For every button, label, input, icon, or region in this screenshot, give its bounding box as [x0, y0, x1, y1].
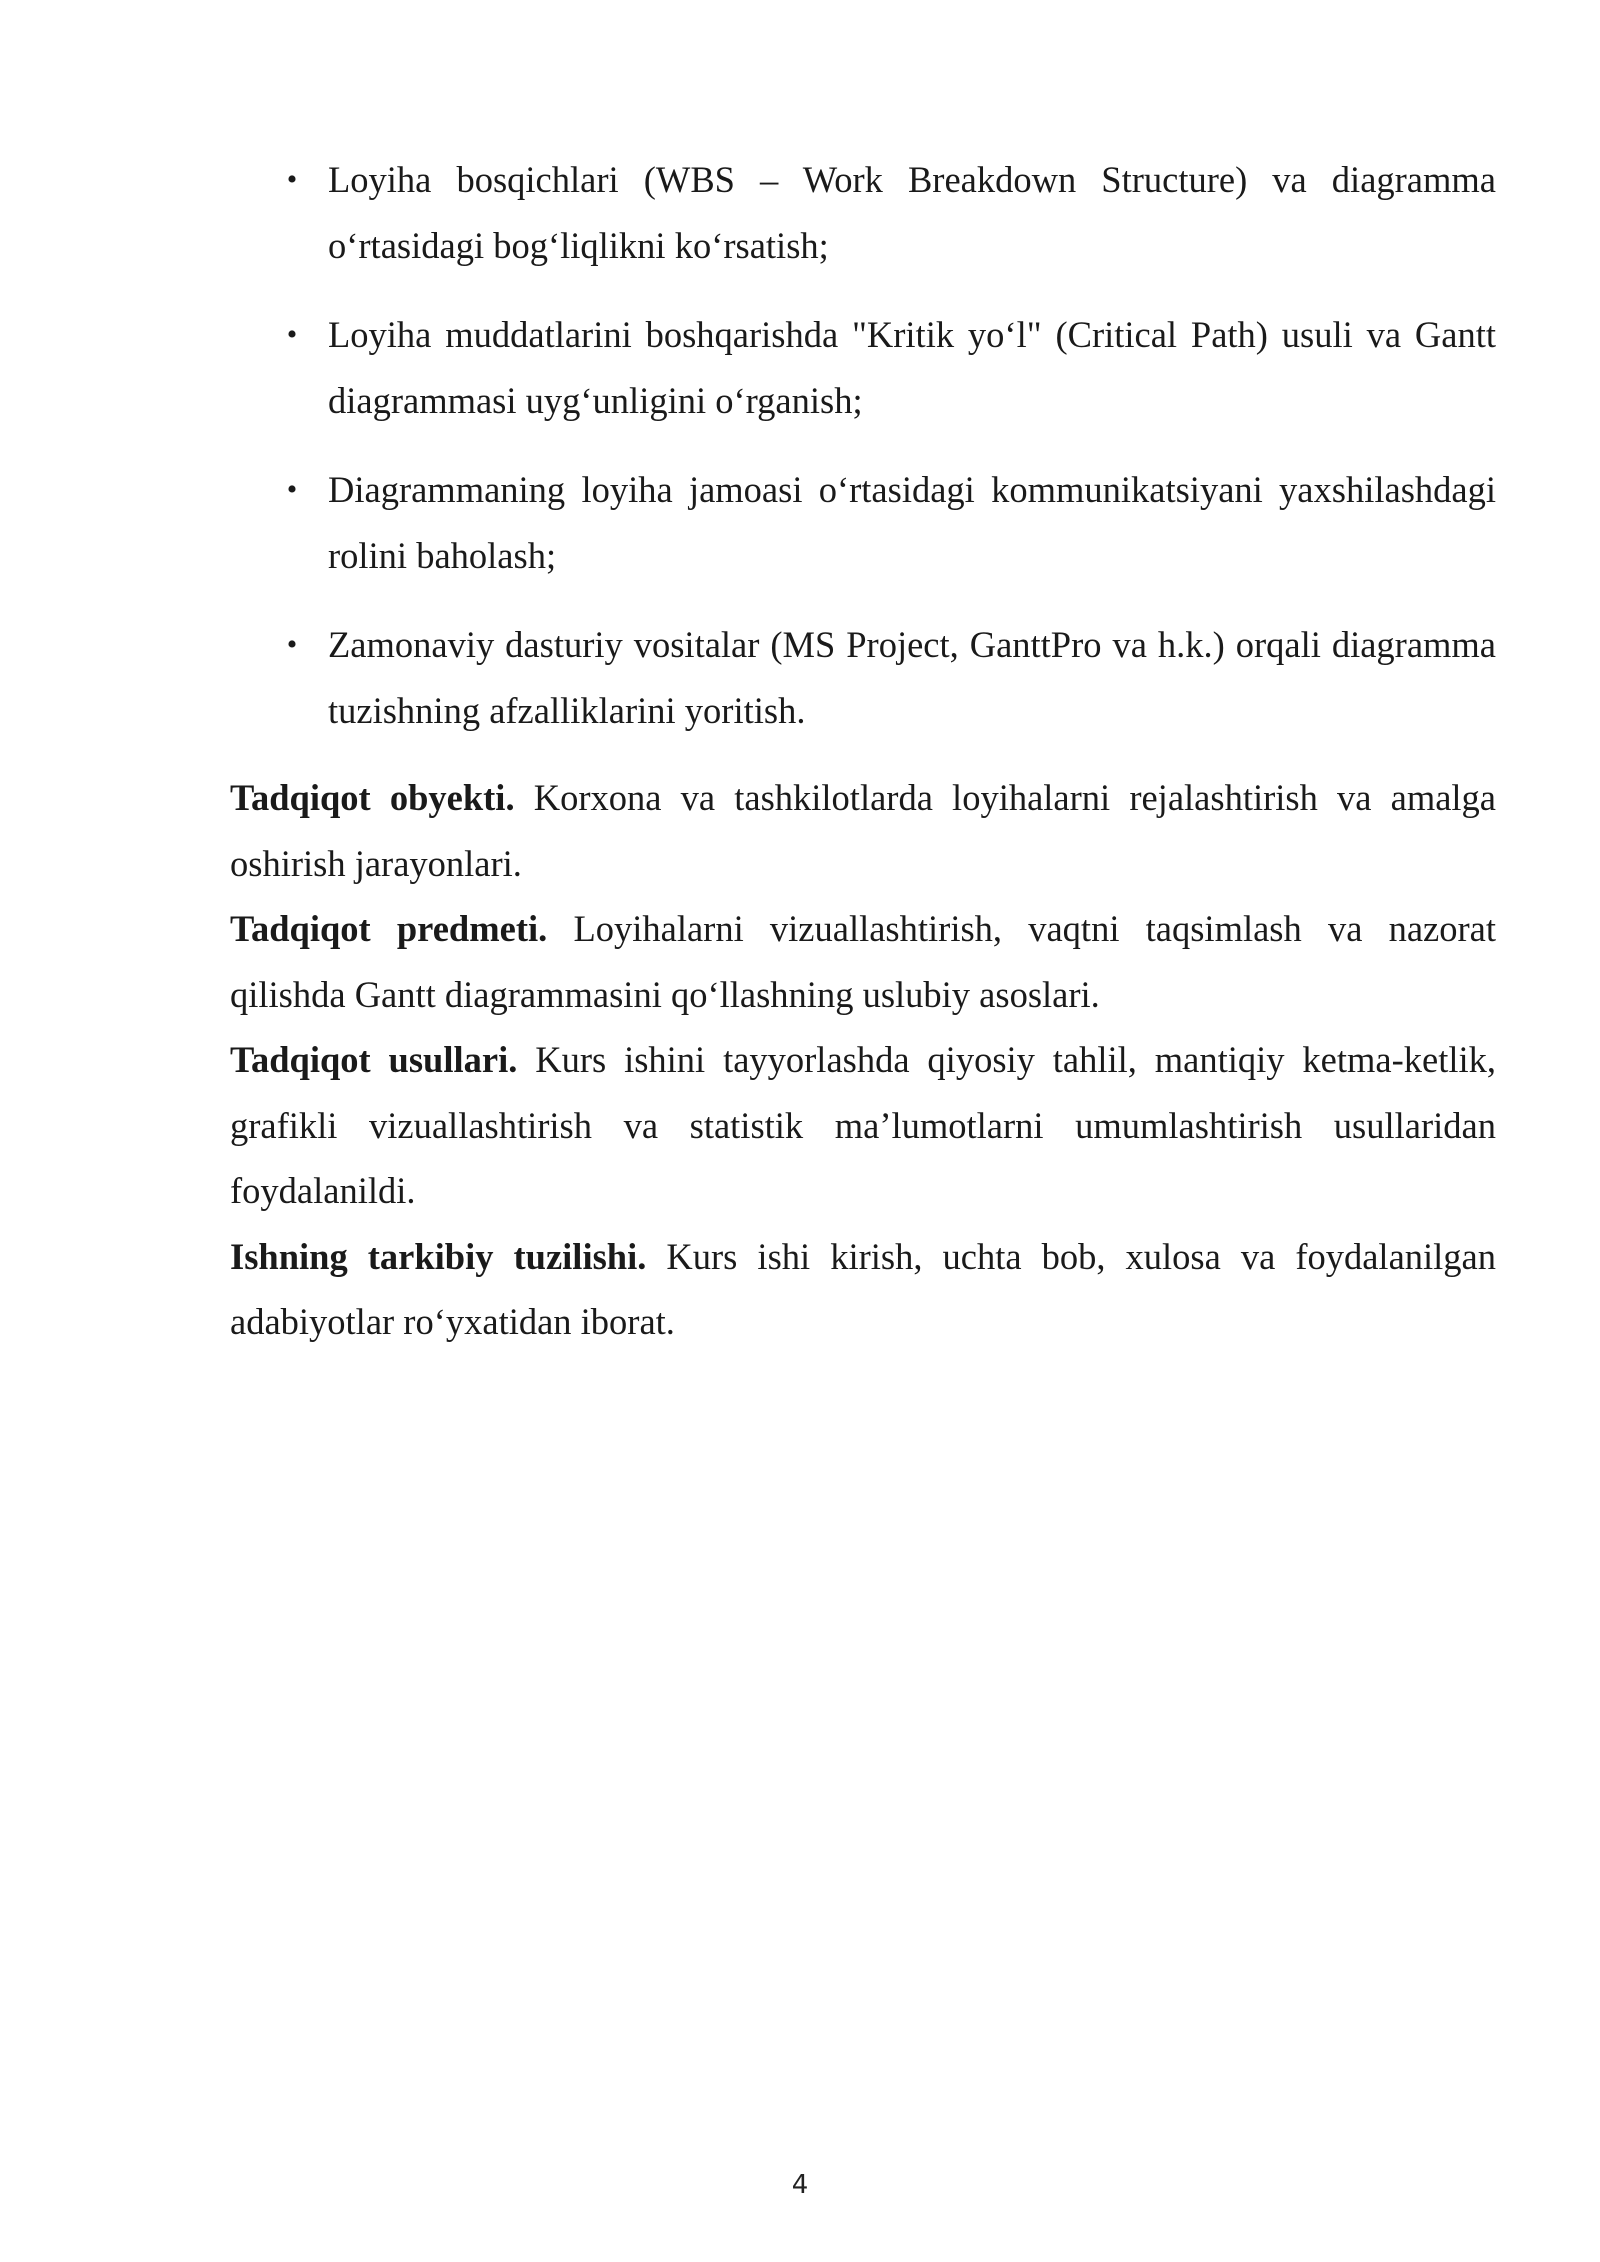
- list-item: [230, 147, 1496, 278]
- bullet-icon: •: [286, 318, 298, 351]
- paragraph-heading: Tadqiqot predmeti.: [230, 908, 548, 949]
- paragraph-text: Loyihalarni vizuallashtirish, vaqtni taqsimlash va nazorat qilishda Gantt diagrammasini qo‘llashning uslubiy asoslari.: [230, 908, 1496, 1015]
- page-number: 4: [791, 2170, 809, 2200]
- paragraph-text: Korxona va tashkilotlarda loyihalarni rejalashtirish va amalga oshirish jarayonlari.: [230, 777, 1497, 884]
- page-content: [230, 147, 1496, 1355]
- paragraph-heading: Ishning tarkibiy tuzilishi.: [230, 1235, 647, 1277]
- paragraph-heading: Tadqiqot obyekti.: [230, 777, 515, 818]
- research-subject-paragraph: [230, 896, 1496, 1027]
- list-item-text: Zamonaviy dasturiy vositalar (MS Project, GanttPro va h.k.) orqali diagramma tuzishning afzalliklarini yoritish.: [328, 624, 1496, 731]
- bullet-icon: •: [286, 473, 298, 506]
- bullet-icon: •: [286, 628, 298, 661]
- list-item-text: Diagrammaning loyiha jamoasi o‘rtasidagi kommunikatsiyani yaxshilashdagi rolini baholash;: [328, 469, 1496, 576]
- work-structure-paragraph: [230, 1224, 1496, 1355]
- research-methods-paragraph: [230, 1027, 1496, 1224]
- list-item-text: Loyiha muddatlarini boshqarishda "Kritik yo‘l" (Critical Path) usuli va Gantt diagrammasi uyg‘unligini o‘rganish;: [328, 314, 1496, 421]
- list-item-text: Loyiha bosqichlari (WBS – Work Breakdown Structure) va diagramma o‘rtasidagi bog‘liqlikni ko‘rsatish;: [328, 159, 1496, 266]
- list-item: [230, 457, 1496, 588]
- list-item: [230, 612, 1496, 743]
- paragraph-heading: Tadqiqot usullari.: [230, 1039, 518, 1080]
- list-item: [230, 302, 1496, 433]
- research-object-paragraph: [230, 765, 1496, 896]
- paragraph-text: Kurs ishini tayyorlashda qiyosiy tahlil, mantiqiy ketma-ketlik, grafikli vizuallashtirish va statistik ma’lumotlarni umumlashtirish usullaridan foydalanildi.: [230, 1039, 1496, 1211]
- paragraph-text: Kurs ishi kirish, uchta bob, xulosa va foydalanilgan adabiyotlar ro‘yxatidan iborat.: [230, 1235, 1497, 1342]
- bullet-icon: •: [286, 163, 298, 196]
- objectives-list: [230, 147, 1496, 743]
